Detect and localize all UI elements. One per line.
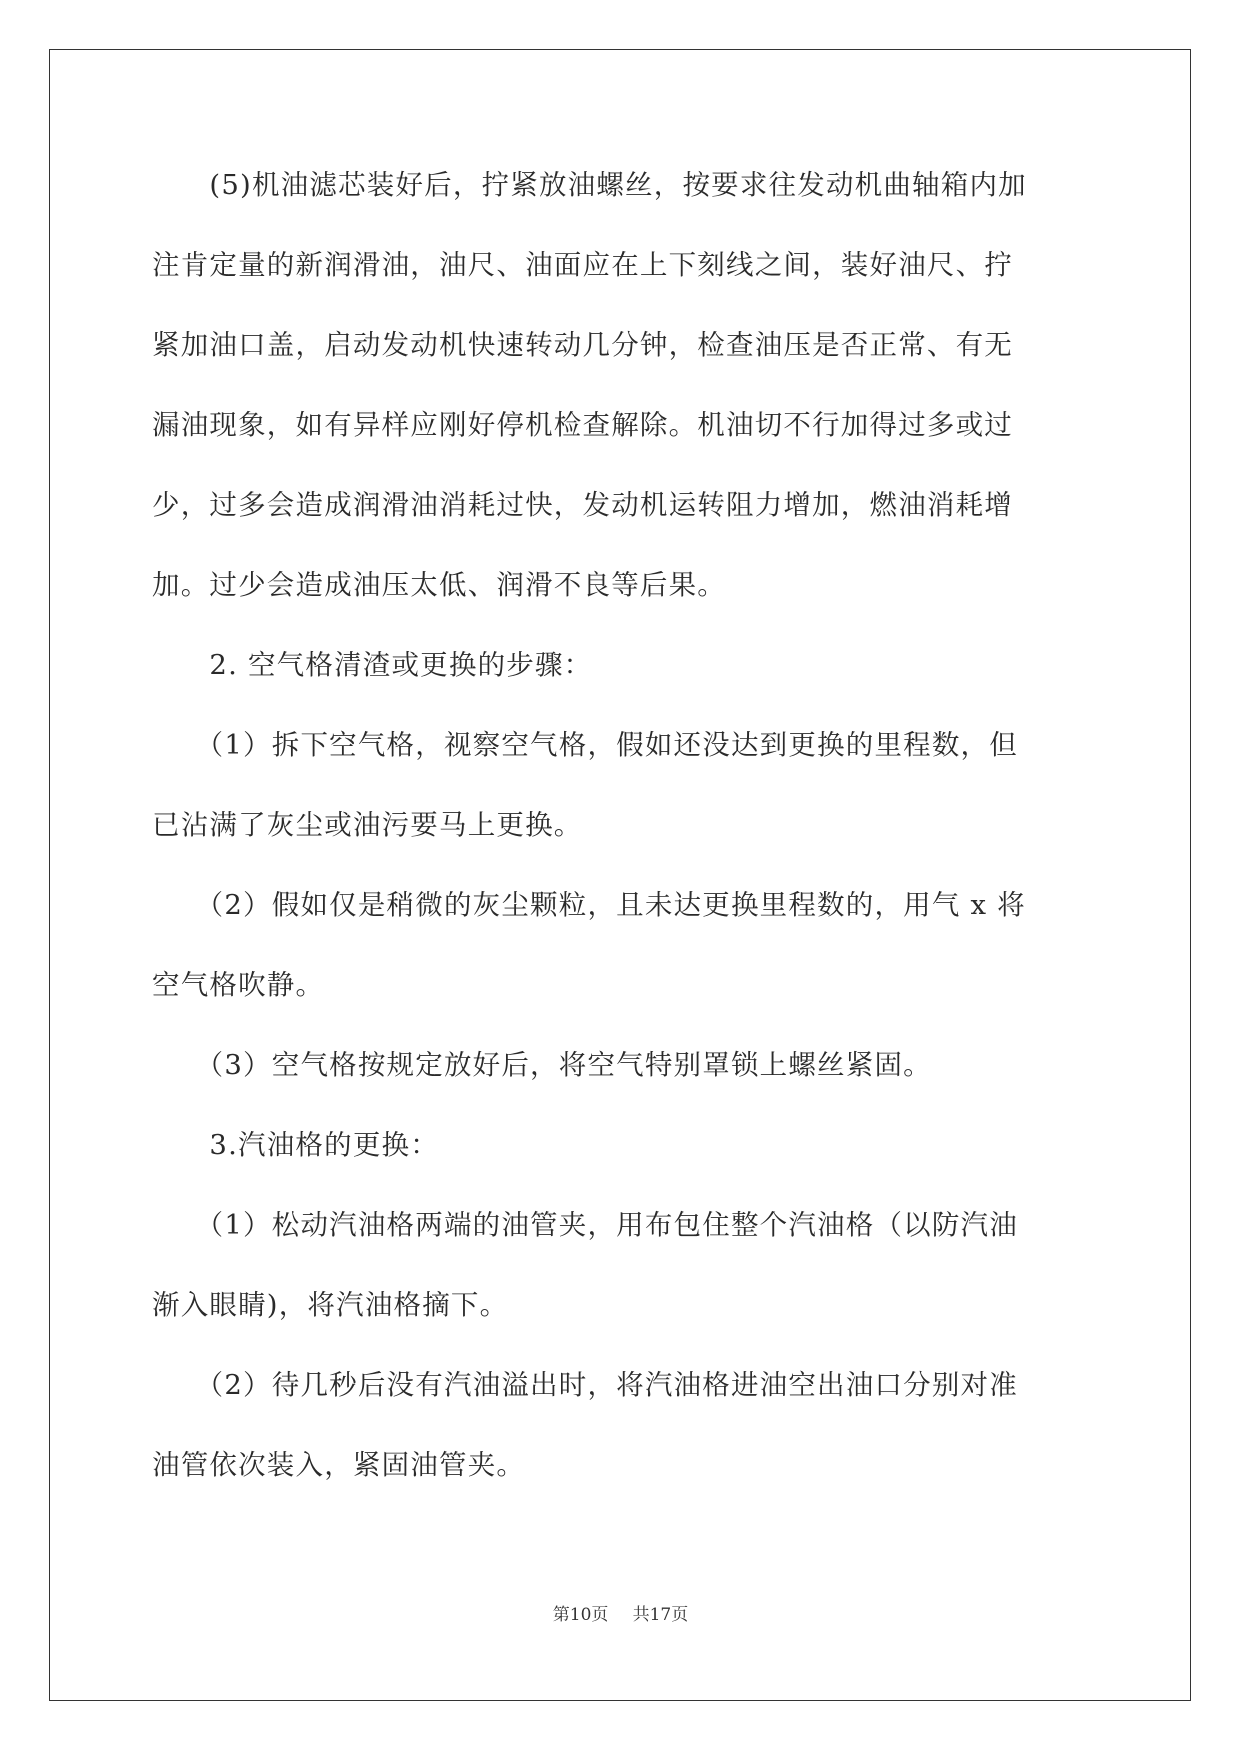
text-line: （1）松动汽油格两端的油管夹，用布包住整个汽油格（以防汽油 <box>152 1209 1018 1241</box>
section-heading: 3.汽油格的更换： <box>152 1129 439 1161</box>
text-line: 漏油现象，如有异样应刚好停机检查解除。机油切不行加得过多或过 <box>152 409 1013 441</box>
section-heading: 2. 空气格清渣或更换的步骤： <box>152 649 593 681</box>
text-line: （2）假如仅是稍微的灰尘颗粒，且未达更换里程数的，用气 x 将 <box>152 889 1026 921</box>
text-line: （3）空气格按规定放好后，将空气特别罩锁上螺丝紧固。 <box>152 1049 932 1081</box>
page-spacer <box>618 1605 623 1625</box>
text-line: （2）待几秒后没有汽油溢出时，将汽油格进油空出油口分别对准 <box>152 1369 1018 1401</box>
text-line: 已沾满了灰尘或油污要马上更换。 <box>152 809 583 841</box>
text-line: (5)机油滤芯装好后，拧紧放油螺丝，按要求往发动机曲轴箱内加 <box>152 169 1027 201</box>
document-body <box>152 160 1086 1520</box>
page-footer <box>0 1600 1241 1625</box>
page-number: 第10页 <box>552 1605 609 1625</box>
text-line: 紧加油口盖，启动发动机快速转动几分钟，检查油压是否正常、有无 <box>152 329 1013 361</box>
text-line: 渐入眼睛)，将汽油格摘下。 <box>152 1289 509 1321</box>
text-line: 少，过多会造成润滑油消耗过快，发动机运转阻力增加，燃油消耗增 <box>152 489 1013 521</box>
text-line: 空气格吹静。 <box>152 969 325 1001</box>
total-pages: 共17页 <box>632 1605 689 1625</box>
text-line: 注肯定量的新润滑油，油尺、油面应在上下刻线之间，装好油尺、拧 <box>152 249 1013 281</box>
text-line: 加。过少会造成油压太低、润滑不良等后果。 <box>152 569 726 601</box>
text-line: （1）拆下空气格，视察空气格，假如还没达到更换的里程数，但 <box>152 729 1018 761</box>
text-line: 油管依次装入，紧固油管夹。 <box>152 1449 526 1481</box>
